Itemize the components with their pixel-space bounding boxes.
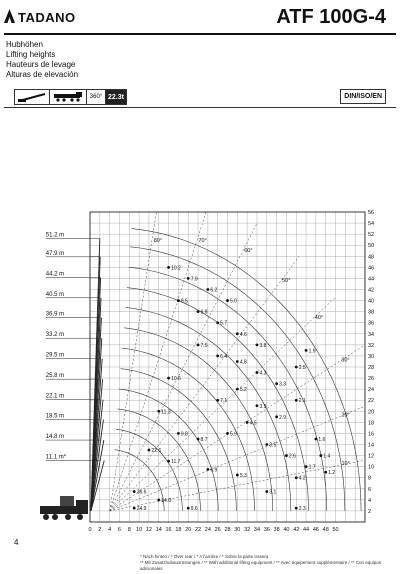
load-point (314, 438, 317, 441)
load-value: 9.6 (190, 506, 198, 513)
boom-length-label: 14.8 m (45, 434, 65, 441)
load-value: 2.5 (298, 365, 306, 371)
angle-label: 80° (153, 237, 163, 244)
load-value: 14.0 (161, 497, 171, 504)
subtitle-es: Alturas de elevación (6, 70, 79, 79)
radius-arc (124, 328, 273, 511)
load-value: 5.9 (230, 431, 237, 438)
load-value: 11.7 (171, 459, 181, 466)
x-tick-label: 28 (224, 527, 231, 533)
load-value: 3.8 (259, 342, 267, 349)
angle-label: 60° (244, 248, 253, 255)
boom-length-label: 44.2 m (45, 271, 65, 278)
subtitle-fr: Hauteurs de levage (6, 60, 76, 69)
load-point (167, 460, 170, 463)
x-tick-label: 42 (293, 527, 300, 533)
footer-note-2: ** Mit Zusatzhubausrüstungen / ** With additional lifting equipment / ** Avec équipement supplémentaire / ** Con equipos adicionales (140, 560, 382, 571)
y-tick-label: 18 (368, 420, 375, 427)
boom-length-label: 18.5 m (45, 413, 65, 420)
x-tick-label: 38 (273, 527, 280, 533)
load-point (226, 432, 229, 435)
x-tick-label: 10 (136, 527, 143, 533)
angle-label: 30° (341, 357, 350, 364)
load-value: 2.3 (298, 506, 306, 513)
footer-note-1: * Nach hinten / * Over rear / * A l'arrière / * Sobre la parte trasera (140, 554, 269, 559)
angle-label: 40° (314, 314, 324, 321)
load-value: 7.1 (220, 398, 228, 405)
load-value: 4.3 (259, 370, 267, 377)
load-point (216, 355, 219, 358)
load-point (197, 310, 200, 313)
x-tick-label: 8 (127, 527, 131, 533)
load-point (167, 377, 170, 380)
load-value: 1.9 (308, 348, 316, 355)
x-tick-label: 34 (253, 527, 261, 533)
radius-arc (132, 229, 362, 511)
y-tick-label: 38 (368, 309, 375, 316)
load-value: 1.4 (323, 453, 331, 460)
x-tick-label: 22 (194, 527, 202, 533)
y-tick-label: 54 (368, 221, 375, 228)
load-point (177, 432, 180, 435)
y-tick-label: 52 (368, 232, 375, 239)
load-value: 1.7 (308, 464, 316, 471)
crane-truck-icon (40, 496, 88, 520)
load-point (187, 277, 190, 280)
y-tick-label: 28 (368, 365, 375, 371)
load-point (133, 507, 136, 510)
load-value: 9.8 (180, 431, 188, 438)
angle-ray (110, 256, 299, 513)
load-point (246, 421, 249, 424)
angle-label: 70° (198, 237, 207, 244)
load-point (206, 288, 209, 291)
y-tick-label: 20 (368, 409, 375, 416)
load-point (305, 465, 308, 468)
load-point (133, 490, 136, 493)
load-point (324, 471, 327, 474)
load-point (216, 399, 219, 402)
y-tick-label: 24 (368, 387, 375, 394)
slew-360-icon: 360° (87, 90, 106, 104)
y-tick-label: 30 (368, 353, 375, 360)
model-title: ATF 100G-4 (276, 6, 386, 28)
load-value: 1.6 (318, 436, 326, 443)
load-point (295, 399, 298, 402)
load-point (295, 476, 298, 479)
angle-label: 50° (282, 277, 291, 284)
load-value: 3.5 (269, 442, 277, 449)
load-value: 6.8 (200, 309, 208, 316)
boom-length-label: 22.1 m (45, 393, 65, 400)
load-point (226, 299, 229, 302)
boom-length-label: 51.2 m (45, 232, 65, 239)
y-tick-label: 12 (368, 453, 375, 460)
load-value: 11.3 (161, 409, 171, 416)
load-value: 4.6 (239, 331, 247, 338)
load-point (236, 360, 239, 363)
x-tick-label: 2 (98, 527, 102, 533)
load-value: 6.9 (210, 467, 218, 474)
load-values (133, 265, 336, 512)
y-tick-label: 56 (368, 210, 375, 216)
angle-ray (110, 212, 157, 511)
y-tick-label: 10 (368, 464, 375, 471)
y-tick-label: 34 (368, 331, 375, 338)
load-point (265, 490, 268, 493)
x-tick-label: 20 (185, 527, 192, 533)
y-tick-label: 32 (368, 342, 375, 349)
x-tick-label: 18 (175, 527, 182, 533)
y-tick-label: 26 (368, 376, 375, 383)
load-point (236, 474, 239, 477)
load-point (285, 454, 288, 457)
load-value: 10.2 (171, 265, 181, 272)
load-value: 4.5 (249, 420, 257, 427)
load-value: 8.7 (200, 436, 208, 443)
load-value: 3.9 (259, 403, 267, 410)
load-point (197, 438, 200, 441)
load-value: 7.9 (190, 276, 198, 283)
y-tick-label: 8 (368, 475, 372, 482)
x-tick-label: 40 (283, 527, 290, 533)
angle-ray (110, 212, 207, 511)
angle-label: 20° (341, 412, 350, 419)
radius-arcs (114, 229, 361, 511)
load-value: 10.6 (171, 376, 181, 383)
load-value: 6.2 (210, 287, 218, 294)
x-tick-label: 32 (244, 527, 251, 533)
y-tick-label: 2 (368, 508, 372, 515)
load-point (216, 321, 219, 324)
page-number: 4 (14, 538, 19, 547)
x-tick-label: 6 (117, 527, 121, 533)
y-tick-label: 36 (368, 320, 375, 327)
load-point (295, 366, 298, 369)
load-value: 3.1 (269, 489, 277, 496)
y-tick-label: 40 (368, 298, 375, 305)
boom-length-labels (46, 233, 67, 461)
x-tick-label: 0 (88, 527, 92, 533)
y-tick-label: 50 (368, 243, 375, 250)
x-tick-label: 50 (332, 527, 339, 533)
y-tick-label: 4 (368, 497, 372, 504)
x-tick-label: 12 (145, 527, 152, 533)
load-value: 22.6 (151, 448, 162, 455)
load-value: 2.1 (298, 398, 306, 405)
x-tick-label: 36 (263, 527, 270, 533)
load-point (275, 415, 278, 418)
y-tick-label: 22 (368, 398, 375, 405)
y-tick-label: 6 (368, 486, 372, 493)
counterweight-badge: 22.3t (106, 90, 126, 104)
subtitle-de: Hubhöhen (6, 40, 43, 49)
x-tick-label: 26 (214, 527, 221, 533)
load-value: 5.7 (220, 320, 228, 327)
subtitle-en: Lifting heights (6, 50, 56, 59)
load-point (295, 507, 298, 510)
load-value: 3.3 (279, 381, 287, 388)
boom-length-label: 11.1 m* (45, 454, 67, 461)
boom-length-label: 29.5 m (45, 352, 65, 359)
y-tick-label: 16 (368, 431, 375, 438)
load-point (236, 388, 239, 391)
y-tick-label: 46 (368, 265, 375, 272)
y-tick-label: 48 (368, 254, 375, 261)
x-tick-label: 48 (322, 527, 329, 533)
load-point (197, 343, 200, 346)
y-axis-ticks (368, 210, 374, 515)
load-point (305, 349, 308, 352)
x-tick-label: 14 (155, 527, 162, 533)
boom-length-label: 47.9 m (45, 250, 65, 257)
load-value: 2.6 (288, 453, 296, 460)
load-value: 5.3 (239, 472, 247, 479)
load-value: 4.8 (239, 359, 247, 366)
load-value: 2.9 (279, 414, 287, 421)
x-tick-label: 16 (165, 527, 172, 533)
load-point (256, 371, 259, 374)
load-value: 24.9 (136, 506, 147, 513)
load-point (236, 332, 239, 335)
load-point (177, 299, 180, 302)
y-tick-label: 42 (368, 287, 375, 294)
boom-length-label: 25.8 m (45, 373, 65, 380)
load-point (157, 410, 160, 413)
angle-label: 10° (341, 461, 350, 468)
load-value: 8.5 (180, 298, 188, 305)
load-value: 7.5 (200, 342, 208, 349)
load-value: 6.4 (220, 353, 228, 360)
load-value: 4.2 (298, 475, 306, 482)
y-tick-label: 14 (368, 442, 375, 449)
x-tick-label: 30 (234, 527, 241, 533)
load-point (275, 382, 278, 385)
x-tick-label: 46 (312, 527, 319, 533)
radius-arc (116, 429, 182, 511)
x-tick-label: 44 (303, 527, 310, 533)
boom-length-label: 36.9 m (45, 311, 65, 318)
boom-length-label: 40.5 m (45, 291, 65, 298)
load-point (265, 443, 268, 446)
y-tick-label: 44 (368, 276, 375, 283)
load-value: 5.0 (230, 298, 237, 305)
norm-badge: DIN/ISO/EN (340, 89, 386, 104)
x-axis-ticks (88, 527, 338, 533)
footer-notes (140, 554, 390, 572)
x-tick-label: 24 (204, 527, 211, 533)
load-point (206, 468, 209, 471)
load-point (167, 266, 170, 269)
load-point (157, 498, 160, 501)
load-point (256, 343, 259, 346)
load-value: 36.6 (136, 489, 147, 496)
boom-length-label: 33.2 m (45, 332, 65, 339)
load-value: 1.2 (328, 470, 336, 477)
x-tick-label: 4 (108, 527, 112, 533)
brand-name: TADANO (18, 10, 76, 25)
load-point (319, 454, 322, 457)
load-point (148, 449, 151, 452)
load-point (187, 507, 190, 510)
load-point (256, 404, 259, 407)
chart-grid (90, 212, 365, 522)
load-value: 5.2 (239, 387, 247, 394)
